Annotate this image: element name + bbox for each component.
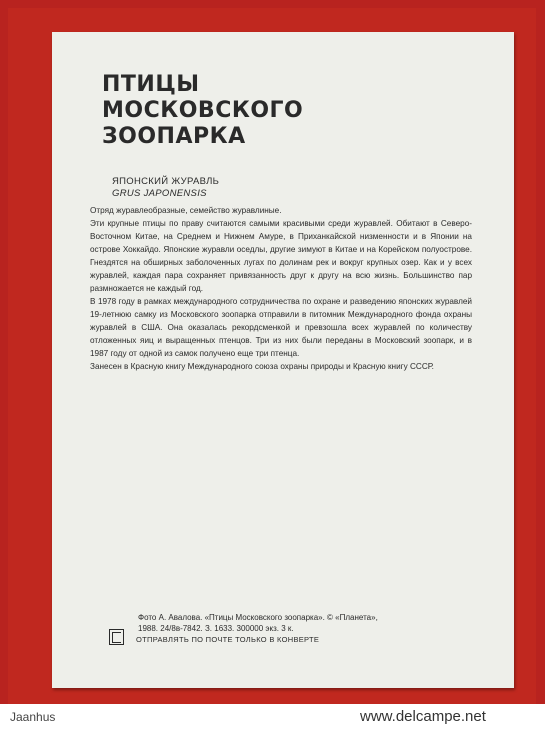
- paragraph: Отряд журавлеобразные, семейство журавлиные.: [90, 206, 282, 215]
- card-title: [102, 72, 402, 150]
- publication-info: [106, 612, 472, 634]
- paragraph: В 1978 году в рамках международного сотрудничества по охране и разведению японских журавлей 19-летнюю самку из Московского зоопарка отправили в питомник Международного фонда охраны журавлей в США. Она оказалась рекордсменкой и превзошла всех журавлей по количеству отложенных яиц и выращенных птенцов. Три из них были переданы в Московский зоопарк, и в 1987 году от одной из самок получено еще три птенца.: [90, 297, 472, 358]
- title-line: МОСКОВСКОГО: [102, 98, 304, 123]
- seller-watermark: Jaanhus: [10, 710, 56, 724]
- paragraph: Эти крупные птицы по праву считаются самыми красивыми среди журавлей. Обитают в Северо-Восточном Китае, на Среднем и Нижнем Амуре, в Приханкайской низменности и в Японии на острове Хоккайдо. Японские журавли оседлы, другие зимуют в Китае и на Корейском полуострове. Гнездятся на обширных заболоченных лугах по долинам рек и вокруг крупных озер. Как и у всех журавлей, каждая пара сохраняет привязанность друг к другу на всю жизнь. Большинство пар размножается не каждый год.: [90, 219, 472, 293]
- site-watermark: www.delcampe.net: [360, 708, 486, 725]
- species-russian: ЯПОНСКИЙ ЖУРАВЛЬ: [112, 176, 220, 187]
- title-line: ЗООПАРКА: [102, 124, 246, 149]
- publisher-logo-icon: [109, 629, 124, 645]
- postcard-back: [52, 32, 514, 688]
- mailing-notice: ОТПРАВЛЯТЬ ПО ПОЧТЕ ТОЛЬКО В КОНВЕРТЕ: [136, 635, 320, 644]
- footer-line: 1988. 24/8в-7842. З. 1633. 300000 экз. 3 к.: [138, 624, 294, 633]
- species-latin: GRUS JAPONENSIS: [112, 188, 207, 199]
- species-name: [112, 176, 219, 200]
- paragraph: Занесен в Красную книгу Международного союза охраны природы и Красную книгу СССР.: [90, 362, 434, 371]
- footer-line: Фото А. Авалова. «Птицы Московского зоопарка». © «Планета»,: [138, 613, 378, 622]
- title-line: ПТИЦЫ: [102, 72, 200, 97]
- description-text: [90, 204, 472, 373]
